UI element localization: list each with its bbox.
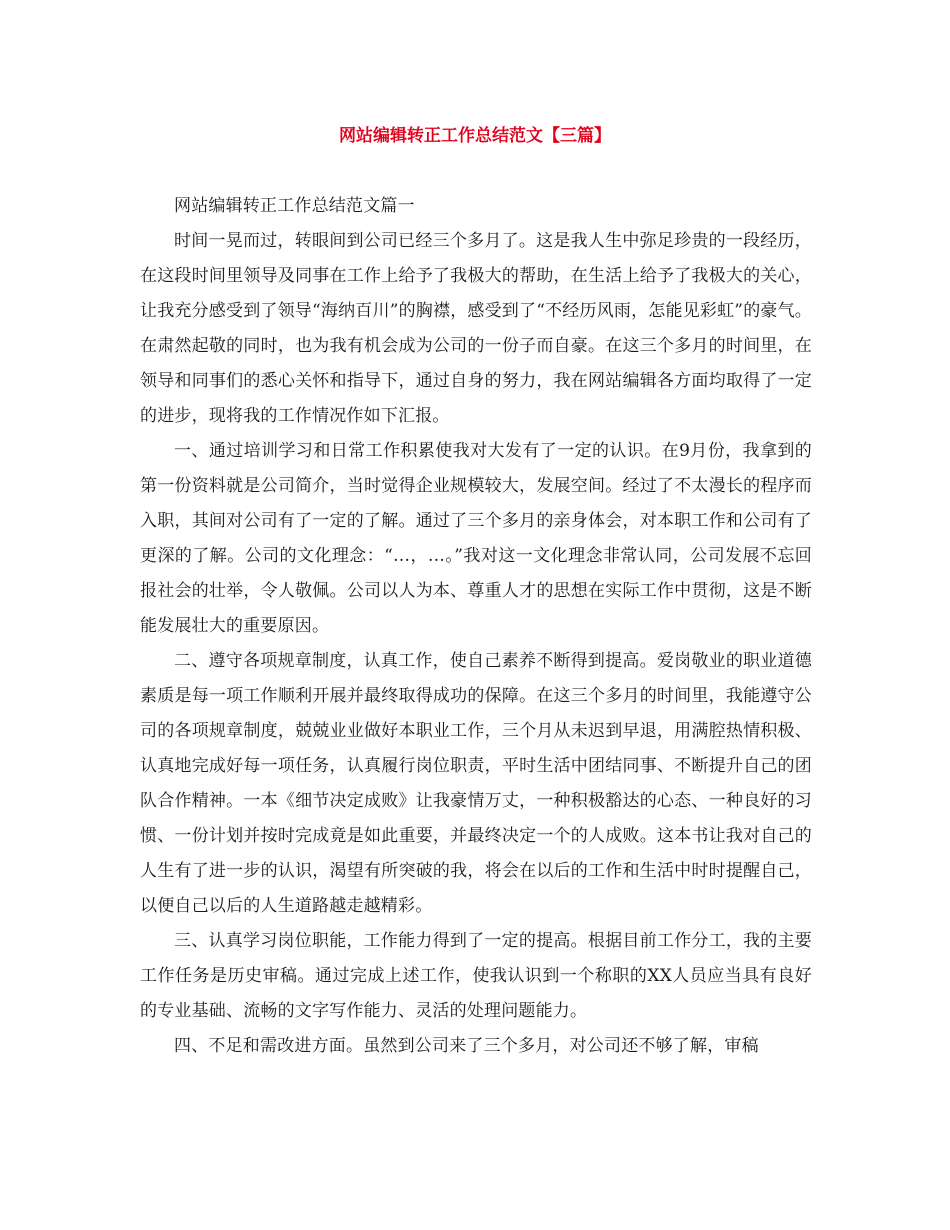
document-body (140, 189, 812, 1064)
section-heading: 网站编辑转正工作总结范文篇一 (174, 196, 415, 216)
paragraph-point-4: 四、不足和需改进方面。虽然到公司来了三个多月，对公司还不够了解，审稿 (174, 1036, 759, 1056)
document-title: 网站编辑转正工作总结范文【三篇】 (339, 126, 611, 146)
paragraph-point-2: 二、遵守各项规章制度，认真工作，使自己素养不断得到提高。爱岗敬业的职业道德素质是每一项工作顺利开展并最终取得成功的保障。在这三个多月的时间里，我能遵守公司的各项规章制度，兢兢业业做好本职业工作，三个月从未迟到早退，用满腔热情积极、认真地完成好每一项任务，认真履行岗位职责，平时生活中团结同事、不断提升自己的团队合作精神。一本《细节决定成败》让我豪情万丈，一种积极豁达的心态、一种良好的习惯、一份计划并按时完成竟是如此重要，并最终决定一个的人成败。这本书让我对自己的人生有了进一步的认识，渴望有所突破的我，将会在以后的工作和生活中时时提醒自己，以便自己以后的人生道路越走越精彩。 (140, 651, 812, 916)
paragraph-point-3: 三、认真学习岗位职能，工作能力得到了一定的提高。根据目前工作分工，我的主要工作任务是历史审稿。通过完成上述工作，使我认识到一个称职的XX人员应当具有良好的专业基础、流畅的文字写作能力、灵活的处理问题能力。 (140, 931, 812, 1021)
paragraph-intro: 时间一晃而过，转眼间到公司已经三个多月了。这是我人生中弥足珍贵的一段经历，在这段时间里领导及同事在工作上给予了我极大的帮助，在生活上给予了我极大的关心，让我充分感受到了领导“海纳百川”的胸襟，感受到了“不经历风雨，怎能见彩虹”的豪气。在肃然起敬的同时，也为我有机会成为公司的一份子而自豪。在这三个多月的时间里，在领导和同事们的悉心关怀和指导下，通过自身的努力，我在网站编辑各方面均取得了一定的进步，现将我的工作情况作如下汇报。 (140, 231, 812, 426)
paragraph-point-1: 一、通过培训学习和日常工作积累使我对大发有了一定的认识。在9月份，我拿到的第一份资料就是公司简介，当时觉得企业规模较大，发展空间。经过了不太漫长的程序而入职，其间对公司有了一定的了解。通过了三个多月的亲身体会，对本职工作和公司有了更深的了解。公司的文化理念：“…，…。”我对这一文化理念非常认同，公司发展不忘回报社会的壮举，令人敬佩。公司以人为本、尊重人才的思想在实际工作中贯彻，这是不断能发展壮大的重要原因。 (140, 441, 812, 636)
